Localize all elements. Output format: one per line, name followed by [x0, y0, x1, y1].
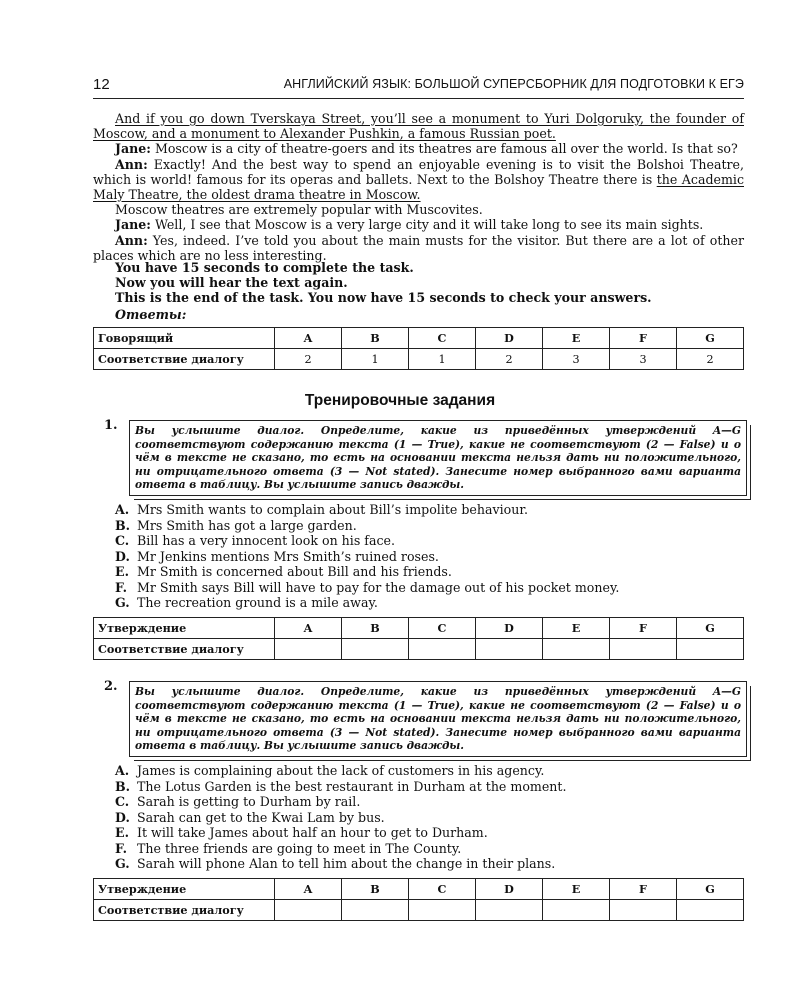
statement-letter: G.	[115, 595, 130, 610]
statement-list	[115, 502, 745, 611]
column-letter: F	[610, 618, 677, 639]
statement-text: The recreation ground is a mile away.	[137, 595, 378, 610]
statement-letter: C.	[115, 794, 130, 809]
statement-text: Mr Smith is concerned about Bill and his friends.	[137, 564, 452, 579]
statement-letter: B.	[115, 517, 131, 533]
statement-letter: F.	[115, 579, 128, 595]
column-letter: A	[275, 618, 342, 639]
table-row	[94, 639, 744, 660]
statement-text: The three friends are going to meet in The County.	[137, 840, 462, 856]
list-item	[115, 595, 745, 611]
answer-table	[93, 327, 744, 370]
running-header	[93, 76, 744, 99]
answer-cell-empty[interactable]	[275, 639, 342, 660]
answer-cell-empty[interactable]	[476, 900, 543, 921]
statement-text: Bill has a very innocent look on his face.	[137, 533, 395, 548]
answer-cell: 2	[677, 349, 744, 370]
answer-cell-empty[interactable]	[342, 900, 409, 921]
section-title: Тренировочные задания	[304, 392, 496, 409]
table-row	[94, 879, 744, 900]
statement-letter: A.	[115, 502, 130, 517]
statement-text: It will take James about half an hour to get to Durham.	[137, 825, 488, 840]
task-instruction-box: Вы услышите диалог. Определите, какие из приведённых утверждений A—G соответствуют содержанию текста (1 — True), какие не соответствуют (2 — False) и о чём в тексте не сказано, то есть на основании текста нельзя дать ни положительного, ни отрицательного ответа (3 — Not stated). Занесите номер выбранного вами варианта ответа в таблицу. Вы услышите запись дважды.	[129, 420, 747, 496]
task-number: 1.	[104, 418, 118, 433]
speech-text: Well, I see that Moscow is a very large city and it will take long to see its main sights.	[150, 217, 704, 233]
table-row	[94, 618, 744, 639]
list-item	[115, 502, 745, 518]
column-letter: C	[409, 879, 476, 900]
answer-cell: 1	[342, 349, 409, 370]
speaker-label: Ann:	[115, 156, 148, 172]
statement-letter: E.	[115, 564, 129, 579]
row-label: Утверждение	[94, 879, 275, 900]
statement-text: The Lotus Garden is the best restaurant in Durham at the moment.	[137, 778, 567, 794]
answer-cell: 3	[543, 349, 610, 370]
column-letter: B	[342, 618, 409, 639]
task-instruction-box: Вы услышите диалог. Определите, какие из приведённых утверждений A—G соответствуют содержанию текста (1 — True), какие не соответствуют (2 — False) и о чём в тексте не сказано, то есть на основании текста нельзя дать ни положительного, ни отрицательного ответа (3 — Not stated). Занесите номер выбранного вами варианта ответа в таблицу. Вы услышите запись дважды.	[129, 681, 747, 757]
instruction-line: Now you will hear the text again.	[115, 275, 348, 291]
column-letter: E	[543, 879, 610, 900]
statement-text: Mr Smith says Bill will have to pay for the damage out of his pocket money.	[137, 579, 620, 595]
table-row	[94, 349, 744, 370]
speaker-label: Ann:	[115, 232, 148, 248]
statement-text: Sarah will phone Alan to tell him about the change in their plans.	[137, 856, 556, 871]
list-item	[115, 518, 745, 534]
answer-cell-empty[interactable]	[409, 639, 476, 660]
statement-text: Mrs Smith wants to complain about Bill’s impolite behaviour.	[137, 502, 528, 517]
list-item	[115, 533, 745, 549]
statement-text: Mrs Smith has got a large garden.	[137, 517, 357, 533]
column-letter: E	[543, 328, 610, 349]
list-item	[115, 810, 745, 826]
row-label: Соответствие диалогу	[94, 349, 275, 370]
speaker-label: Jane:	[115, 217, 151, 233]
answers-label: Ответы:	[115, 306, 187, 322]
statement-letter: C.	[115, 533, 130, 548]
book-title: АНГЛИЙСКИЙ ЯЗЫК: БОЛЬШОЙ СУПЕРСБОРНИК ДЛЯ ПОДГОТОВКИ К ЕГЭ	[283, 77, 744, 91]
column-letter: F	[610, 328, 677, 349]
row-label: Соответствие диалогу	[94, 639, 275, 660]
instruction-line: You have 15 seconds to complete the task.	[115, 260, 414, 275]
column-letter: D	[476, 879, 543, 900]
dialogue-paragraph	[93, 111, 744, 141]
statement-letter: D.	[115, 548, 130, 564]
answer-cell-empty[interactable]	[677, 900, 744, 921]
answer-cell: 3	[610, 349, 677, 370]
answer-cell-empty[interactable]	[543, 900, 610, 921]
column-letter: C	[409, 328, 476, 349]
dialogue-paragraph	[93, 141, 744, 156]
instruction-line: This is the end of the task. You now have 15 seconds to check your answers.	[115, 290, 652, 306]
answer-cell-empty[interactable]	[476, 639, 543, 660]
statement-letter: E.	[115, 825, 129, 840]
list-item	[115, 779, 745, 795]
answer-cell: 2	[476, 349, 543, 370]
dialogue-paragraph	[93, 217, 744, 232]
speech-text: Exactly! And the best way to spend an enjoyable evening is to visit the Bolshoi Theatre, which is world! famous for its operas and ballets. Next to the Bolshoy Theatre there is	[93, 156, 744, 187]
column-letter: B	[342, 879, 409, 900]
column-letter: A	[275, 879, 342, 900]
answer-cell-empty[interactable]	[610, 639, 677, 660]
task-number: 2.	[104, 679, 118, 694]
list-item	[115, 856, 745, 872]
column-letter: B	[342, 328, 409, 349]
list-item	[115, 580, 745, 596]
page-number: 12	[93, 76, 110, 93]
column-letter: G	[677, 618, 744, 639]
column-letter: G	[677, 879, 744, 900]
statement-letter: G.	[115, 856, 130, 871]
row-label: Утверждение	[94, 618, 275, 639]
list-item	[115, 841, 745, 857]
statement-text: Mr Jenkins mentions Mrs Smith’s ruined roses.	[137, 548, 439, 564]
column-letter: F	[610, 879, 677, 900]
table-row	[94, 900, 744, 921]
row-label: Говорящий	[94, 328, 275, 349]
answer-cell-empty[interactable]	[342, 639, 409, 660]
statement-letter: A.	[115, 763, 130, 778]
statement-letter: F.	[115, 840, 128, 856]
statement-letter: D.	[115, 809, 130, 825]
answer-cell-empty[interactable]	[543, 639, 610, 660]
audio-instructions	[93, 260, 744, 322]
dialogue-paragraph	[93, 202, 744, 217]
statement-text: Sarah is getting to Durham by rail.	[137, 794, 361, 809]
table-row	[94, 328, 744, 349]
column-letter: G	[677, 328, 744, 349]
speech-text: Moscow theatres are extremely popular with Muscovites.	[115, 202, 483, 218]
statement-list	[115, 763, 745, 872]
speech-text: Yes, indeed. I’ve told you about the main musts for the visitor. But there are a lot of other places which are no less interesting.	[93, 232, 744, 263]
answer-cell-empty[interactable]	[275, 900, 342, 921]
dialogue-paragraph	[93, 157, 744, 203]
list-item	[115, 564, 745, 580]
answer-cell-empty[interactable]	[610, 900, 677, 921]
list-item	[115, 763, 745, 779]
column-letter: D	[476, 618, 543, 639]
column-letter: C	[409, 618, 476, 639]
list-item	[115, 549, 745, 565]
statement-text: James is complaining about the lack of customers in his agency.	[137, 763, 545, 778]
answer-cell: 2	[275, 349, 342, 370]
answer-cell: 1	[409, 349, 476, 370]
underlined-text: the Academic Maly Theatre, the oldest drama theatre in Moscow.	[93, 171, 744, 203]
underlined-text: And if you go down Tverskaya Street, you’ll see a monument to Yuri Dolgoruky, the founder of Moscow, and a monument to Alexander Pushkin, a famous Russian poet.	[93, 111, 744, 142]
dialogue-paragraph	[93, 233, 744, 263]
statement-text: Sarah can get to the Kwai Lam by bus.	[137, 809, 385, 825]
column-letter: D	[476, 328, 543, 349]
column-letter: A	[275, 328, 342, 349]
answer-cell-empty[interactable]	[409, 900, 476, 921]
list-item	[115, 825, 745, 841]
statement-letter: B.	[115, 778, 131, 794]
row-label: Соответствие диалогу	[94, 900, 275, 921]
speech-text: Moscow is a city of theatre-goers and its theatres are famous all over the world. Is that so?	[150, 141, 738, 157]
answer-cell-empty[interactable]	[677, 639, 744, 660]
list-item	[115, 794, 745, 810]
speaker-label: Jane:	[115, 141, 151, 157]
task1-answer-table	[93, 617, 744, 660]
dialogue-text	[93, 111, 744, 263]
column-letter: E	[543, 618, 610, 639]
task2-answer-table	[93, 878, 744, 921]
